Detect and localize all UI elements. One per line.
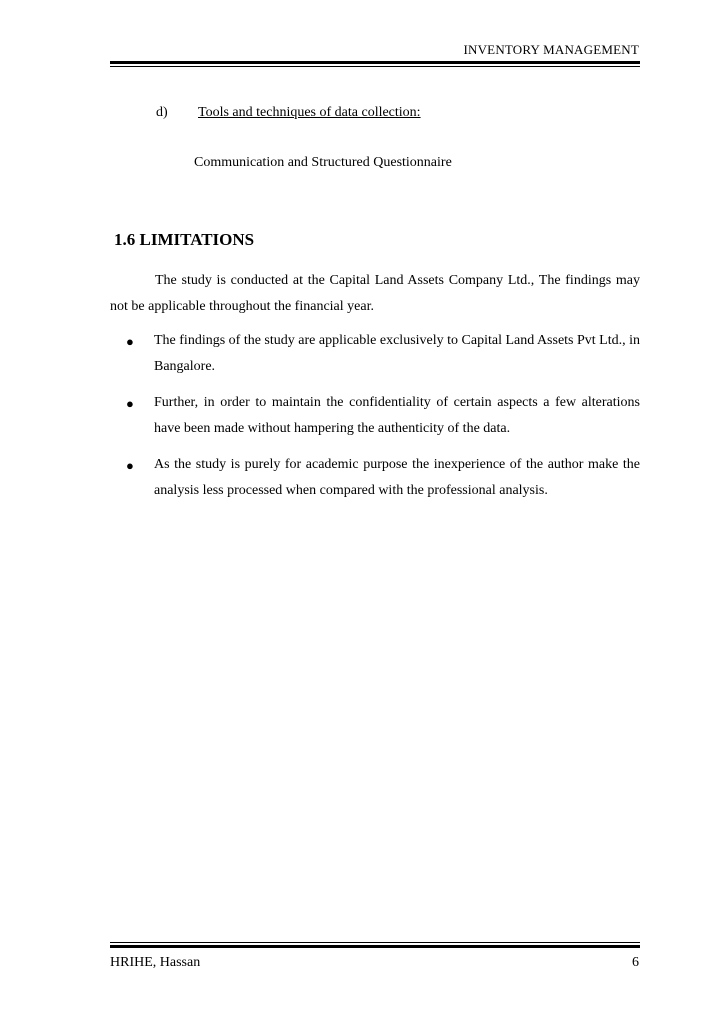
item-heading: Tools and techniques of data collection: [198,105,421,120]
list-item [120,390,640,442]
list-item-text: As the study is purely for academic purpose the inexperience of the author make the analysis less processed when compared with the professional analysis. [154,457,640,498]
list-item-text: Further, in order to maintain the confidentiality of certain aspects a few alterations have been made without hampering the authenticity of the data. [154,395,640,436]
list-item [120,328,640,380]
item-text: Communication and Structured Questionnaire [194,155,452,170]
section-heading: 1.6 LIMITATIONS [114,230,255,249]
footer-institution: HRIHE, Hassan [110,955,201,970]
header-rule-thin [110,66,640,67]
page-number: 6 [632,955,639,970]
bullet-icon: ● [126,334,134,349]
limitations-list [120,328,640,514]
footer-rule-thin [110,942,640,943]
bullet-icon: ● [126,458,134,473]
list-item-text: The findings of the study are applicable exclusively to Capital Land Assets Pvt Ltd., in Bangalore. [154,333,641,374]
header-title: INVENTORY MANAGEMENT [463,42,639,57]
list-item [120,452,640,504]
footer-rule-thick [110,945,640,948]
bullet-icon: ● [126,396,134,411]
item-marker: d) [156,105,168,120]
section-intro-paragraph: The study is conducted at the Capital Land Assets Company Ltd., The findings may not be applicable throughout the financial year. [110,273,640,314]
header-rule-thick [110,61,640,64]
